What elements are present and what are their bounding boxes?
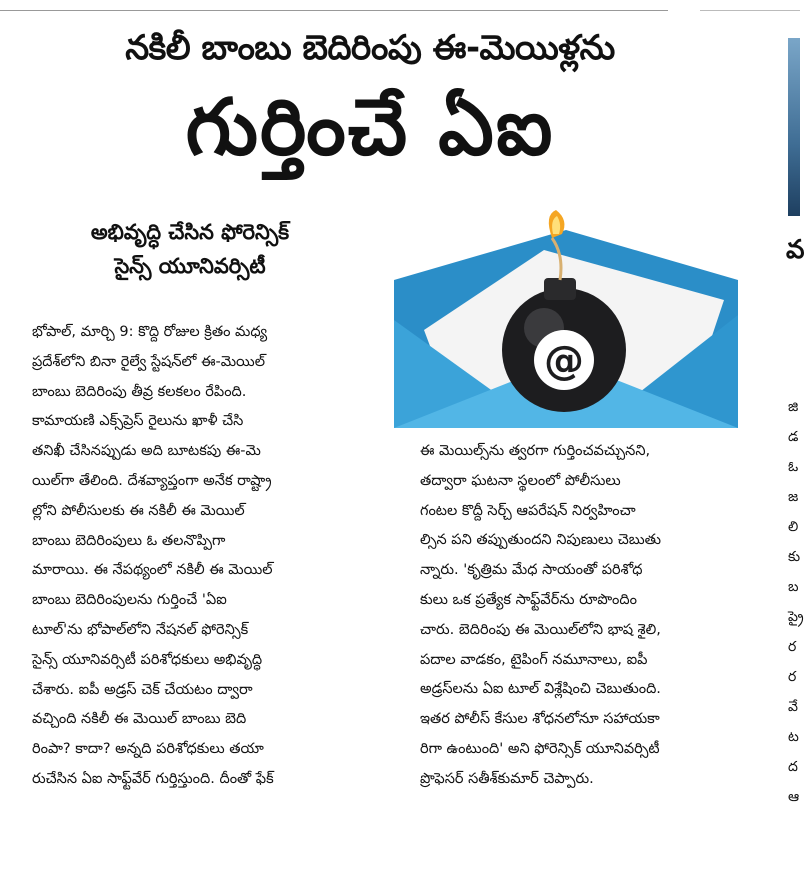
text-fragment: ద	[788, 759, 798, 775]
at-symbol: @	[544, 338, 584, 384]
text-line: తనిఖీ చేసినప్పుడు అది బూటకపు ఈ-మె	[32, 443, 261, 460]
text-line: మారాయి. ఈ నేపథ్యంలో నకిలీ ఈ మెయిల్	[32, 562, 273, 579]
text-line: న్నారు. 'కృత్రిమ మేధ సాయంతో పరిశోధ	[420, 562, 643, 579]
text-line: ఈ మెయిల్స్‌ను త్వరగా గుర్తించవచ్చునని,	[420, 443, 651, 459]
text-fragment: ట	[788, 729, 799, 745]
text-line: ప్రదేశ్‌లోని బినా రైల్వే స్టేషన్‌లో ఈ-మెయిల్	[32, 353, 265, 370]
text-line: ల్సిన పని తప్పుతుందని నిపుణులు చెబుతు	[420, 532, 661, 549]
article-column-1	[32, 318, 367, 795]
adjacent-article-text	[788, 392, 804, 812]
text-fragment: కు	[788, 549, 801, 565]
adjacent-article-photo	[788, 38, 800, 216]
text-line: రింపా? కాదా? అన్నది పరిశోధకులు తయా	[32, 741, 264, 758]
article-deck	[40, 215, 340, 283]
text-line: గంటల కొద్దీ సెర్చ్ ఆపరేషన్ నిర్వహించా	[420, 502, 636, 519]
text-line: కామాయణి ఎక్స్‌ప్రెస్ రైలును ఖాళీ చేసి	[32, 413, 244, 430]
text-line: వచ్చింది నకిలీ ఈ మెయిల్ బాంబు బెది	[32, 711, 247, 728]
text-line: తద్వారా ఘటనా స్థలంలో పోలీసులు	[420, 472, 621, 489]
text-fragment: బ	[788, 579, 799, 595]
text-line: చేశారు. ఐపీ అడ్రస్ చెక్ చేయటం ద్వారా	[32, 681, 253, 698]
text-line: పదాల వాడకం, టైపింగ్ నమూనాలు, ఐపీ	[420, 651, 648, 668]
text-fragment: ర	[788, 669, 797, 685]
adjacent-heading-fragment: వ	[786, 235, 805, 265]
article-column-2	[420, 437, 745, 795]
text-line: ల్లోని పోలీసులకు ఈ నకిలీ ఈ మెయిల్	[32, 502, 245, 519]
text-line: కులు ఒక ప్రత్యేక సాఫ్ట్‌వేర్‌ను రూపొందిం	[420, 591, 637, 608]
text-line: అడ్రస్‌లను ఏఐ టూల్ విశ్లేషించి చెబుతుంది.	[420, 681, 661, 698]
text-line: రిగా ఉంటుంది' అని ఫోరెన్సిక్ యూనివర్సిటీ	[420, 740, 660, 757]
text-fragment: ఆ	[788, 789, 800, 805]
text-fragment: ర	[788, 639, 797, 655]
text-line: రుచేసిన ఏఐ సాఫ్ట్‌వేర్ గుర్తిస్తుంది. దీంతో ఫేక్	[32, 770, 274, 787]
text-fragment: ప్రై	[788, 609, 804, 625]
text-line: చారు. బెదిరింపు ఈ మెయిల్‌లోని భాష శైలి,	[420, 621, 661, 638]
text-line: సైన్స్ యూనివర్సిటీ పరిశోధకులు అభివృద్ధి	[32, 651, 263, 668]
article-kicker: నకిలీ బాంబు బెదిరింపు ఈ-మెయిళ్లను	[125, 28, 615, 68]
text-fragment: డ	[788, 429, 799, 445]
text-fragment: జి	[788, 399, 799, 415]
text-fragment: వే	[788, 699, 798, 715]
text-fragment: లి	[788, 519, 799, 535]
top-rule-right	[700, 10, 800, 11]
text-line: బాంబు బెదిరింపులను గుర్తించే 'ఏఐ	[32, 592, 227, 609]
text-line: టూల్'ను భోపాల్‌లోని నేషనల్ ఫోరెన్సిక్	[32, 621, 249, 638]
deck-line: సైన్స్ యూనివర్సిటీ	[114, 254, 266, 278]
text-line: ప్రొఫెసర్ సతీశ్‌కుమార్ చెప్పారు.	[420, 770, 594, 787]
deck-line: అభివృద్ధి చేసిన ఫోరెన్సిక్	[90, 220, 290, 244]
top-rule	[0, 10, 668, 11]
text-line: బాంబు బెదిరింపు తీవ్ర కలకలం రేపింది.	[32, 383, 247, 400]
text-fragment: ఓ	[788, 459, 799, 475]
text-line: బాంబు బెదిరింపులు ఓ తలనొప్పిగా	[32, 532, 226, 549]
text-line: ఇతర పోలీస్ కేసుల శోధనలోనూ సహాయకా	[420, 711, 660, 728]
article-headline: గుర్తించే ఏఐ	[185, 83, 555, 173]
text-line: భోపాల్, మార్చి 9: కొద్ది రోజుల క్రితం మధ్య	[32, 324, 268, 340]
bomb-email-photo	[394, 210, 738, 428]
text-line: యిల్‌గా తేలింది. దేశవ్యాప్తంగా అనేక రాష్ట్రా	[32, 472, 272, 489]
text-fragment: జ	[788, 489, 799, 505]
